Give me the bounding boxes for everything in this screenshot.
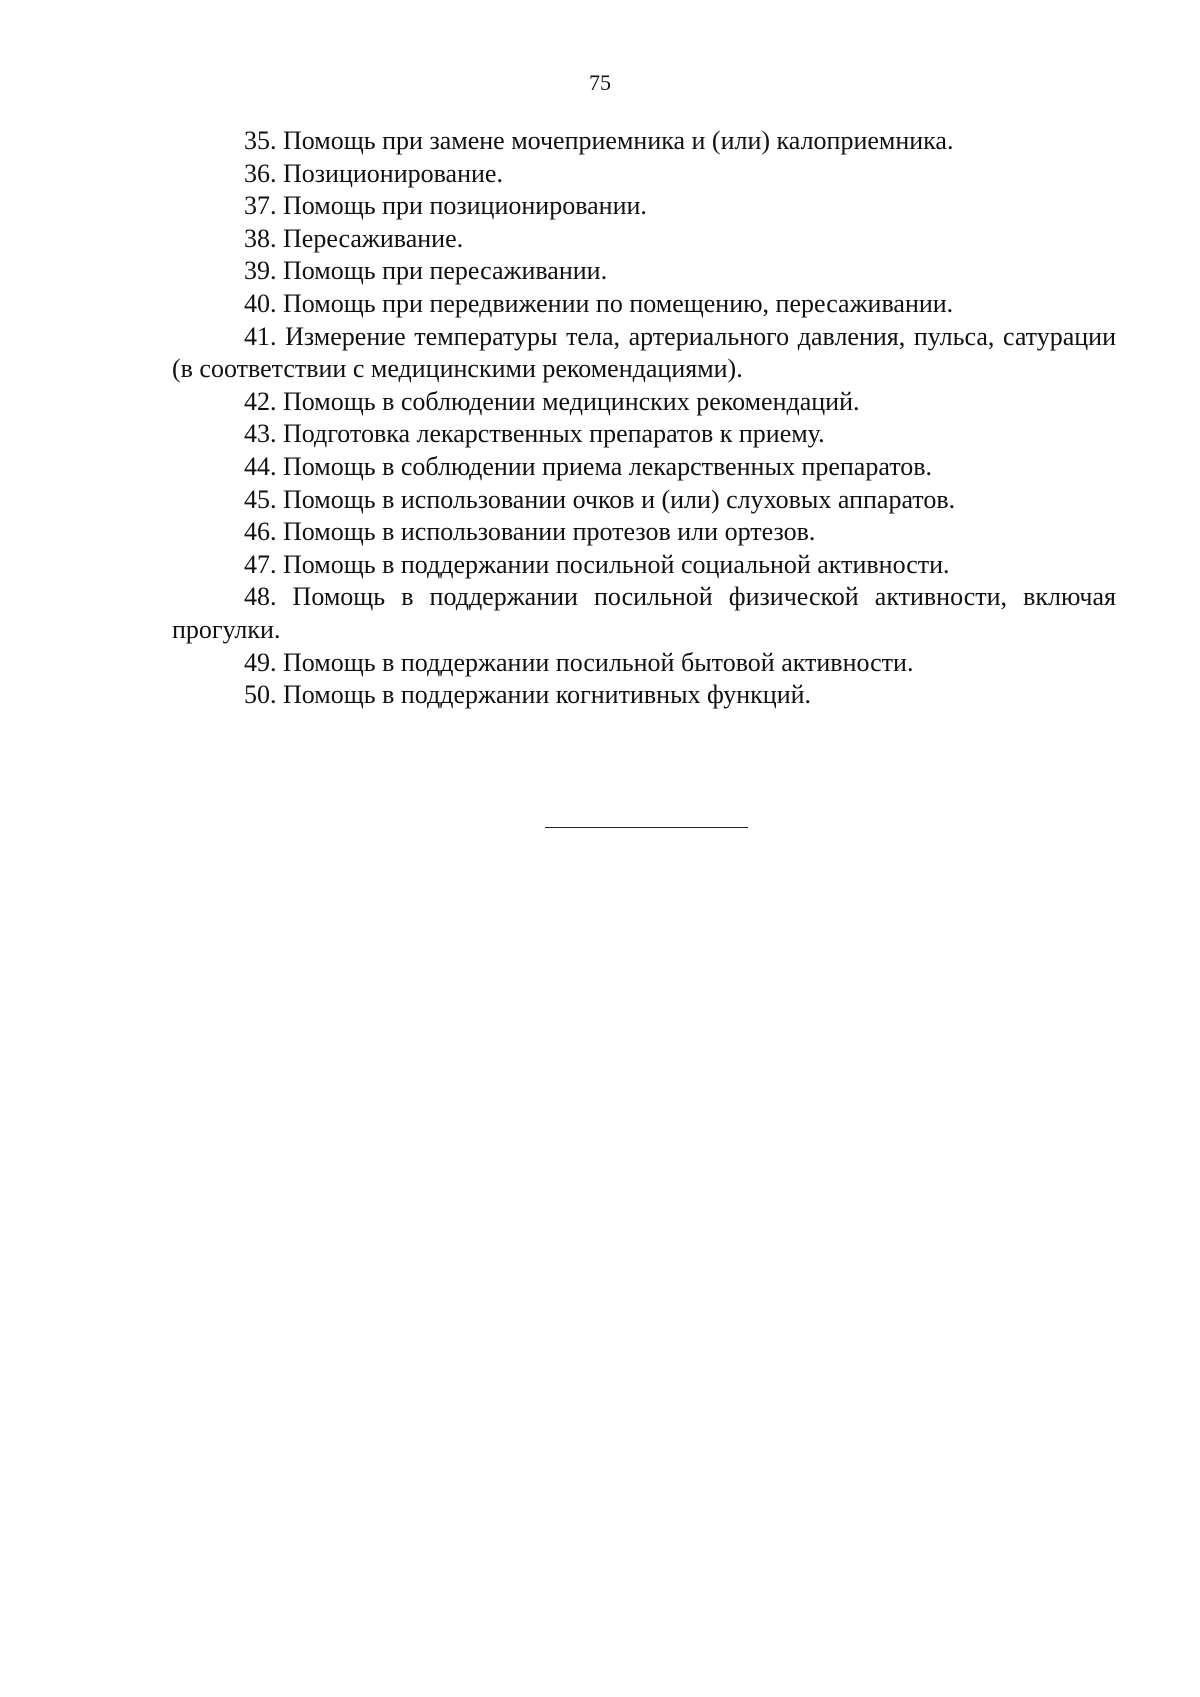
list-item: 37. Помощь при позиционировании. bbox=[244, 191, 647, 221]
list-item: 41. Измерение температуры тела, артериального давления, пульса, сатурации (в соответствии с медицинскими рекомендациями). bbox=[172, 321, 1116, 384]
list-item: 40. Помощь при передвижении по помещению, пересаживании. bbox=[244, 288, 954, 318]
list-item: 50. Помощь в поддержании когнитивных функций. bbox=[244, 680, 812, 710]
list-item: 49. Помощь в поддержании посильной бытовой активности. bbox=[244, 647, 914, 677]
list-item: 42. Помощь в соблюдении медицинских рекомендаций. bbox=[244, 386, 860, 416]
list-item: 47. Помощь в поддержании посильной социальной активности. bbox=[244, 549, 950, 579]
list-item: 45. Помощь в использовании очков и (или) слуховых аппаратов. bbox=[244, 484, 956, 514]
list-item: 39. Помощь при пересаживании. bbox=[244, 256, 608, 286]
list-item: 36. Позиционирование. bbox=[244, 158, 503, 188]
end-separator-line bbox=[545, 827, 748, 828]
list-item: 35. Помощь при замене мочеприемника и (или) калоприемника. bbox=[244, 126, 954, 155]
list-item: 44. Помощь в соблюдении приема лекарственных препаратов. bbox=[244, 451, 933, 481]
document-body bbox=[172, 125, 1116, 712]
list-item: 46. Помощь в использовании протезов или ортезов. bbox=[244, 517, 816, 547]
page-number: 75 bbox=[589, 70, 611, 95]
list-item: 43. Подготовка лекарственных препаратов к приему. bbox=[244, 419, 825, 449]
list-item: 48. Помощь в поддержании посильной физической активности, включая прогулки. bbox=[172, 582, 1116, 644]
list-item: 38. Пересаживание. bbox=[244, 223, 464, 253]
